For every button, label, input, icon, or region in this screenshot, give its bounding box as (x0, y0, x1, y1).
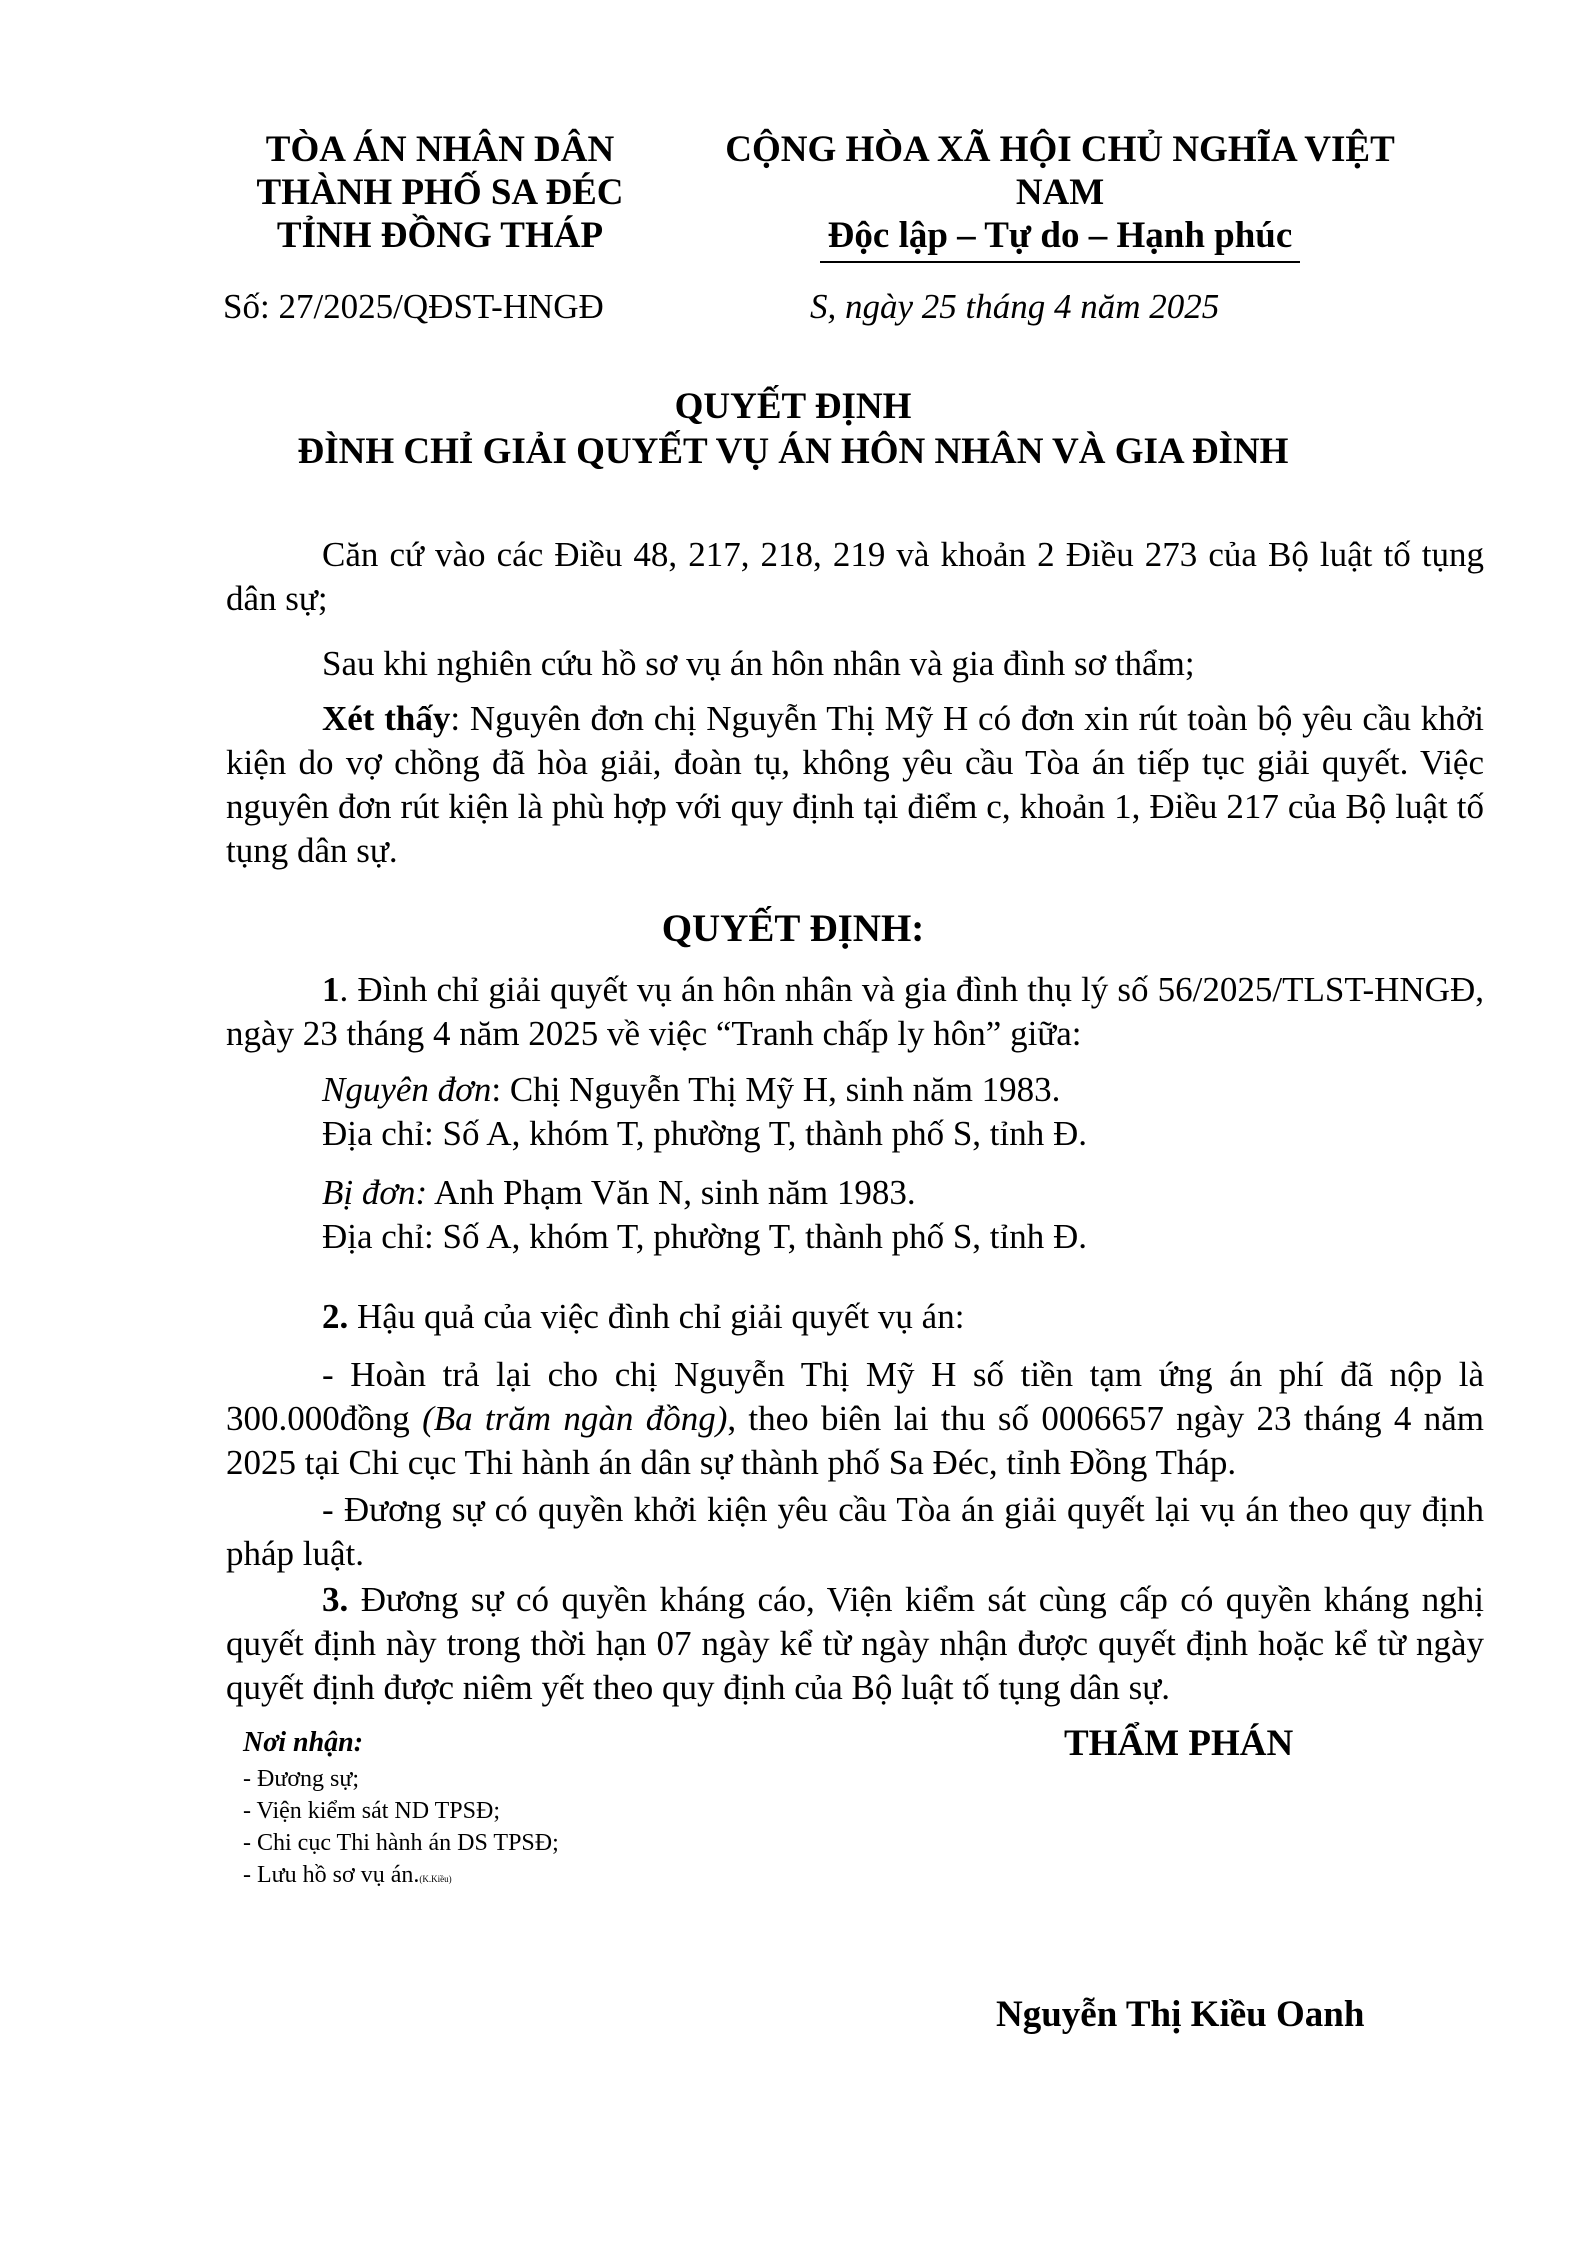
plaintiff-line (226, 1068, 1580, 1112)
document-subtitle: ĐÌNH CHỈ GIẢI QUYẾT VỤ ÁN HÔN NHÂN VÀ GIA ĐÌNH (297, 431, 1289, 472)
item-3-number: 3. (322, 1580, 349, 1619)
defendant-text: Anh Phạm Văn N, sinh năm 1983. (427, 1173, 916, 1212)
decision-item-2 (226, 1295, 1484, 1339)
issue-date: S, ngày 25 tháng 4 năm 2025 (810, 287, 1220, 326)
consideration-paragraph (226, 697, 1484, 873)
recipient-item (243, 1859, 559, 1895)
decision-item-3 (226, 1578, 1484, 1710)
legal-basis-paragraph: Căn cứ vào các Điều 48, 217, 218, 219 và khoản 2 Điều 273 của Bộ luật tố tụng dân sự; (226, 535, 1484, 618)
recipient-item: - Chi cục Thi hành án DS TPSĐ; (243, 1830, 559, 1856)
court-name: TÒA ÁN NHÂN DÂN (265, 129, 615, 170)
judge-title: THẨM PHÁN (1064, 1723, 1294, 1764)
plaintiff-text: : Chị Nguyễn Thị Mỹ H, sinh năm 1983. (491, 1070, 1061, 1109)
item-1-text: . Đình chỉ giải quyết vụ án hôn nhân và gia đình thụ lý số 56/2025/TLST-HNGĐ, ngày 23 tháng 4 năm 2025 về việc “Tranh chấp ly hôn” giữa: (226, 970, 1484, 1053)
national-motto: Độc lập – Tự do – Hạnh phúc (820, 214, 1301, 263)
item-2-text: Hậu quả của việc đình chỉ giải quyết vụ án: (348, 1297, 965, 1336)
recipient-item: - Đương sự; (243, 1766, 360, 1792)
defendant-label: Bị đơn: (322, 1173, 428, 1212)
recipient-item: - Viện kiểm sát ND TPSĐ; (243, 1798, 501, 1824)
clerk-note: (K.Kiều) (419, 1874, 452, 1884)
refund-receipt: , theo biên lai thu số 0006657 ngày 23 tháng 4 năm 2025 tại Chi cục Thi hành án dân sự thành phố Sa Đéc, tỉnh Đồng Tháp. (226, 1399, 1485, 1482)
national-header (680, 128, 1440, 263)
re-sue-paragraph: - Đương sự có quyền khởi kiện yêu cầu Tòa án giải quyết lại vụ án theo quy định pháp luật. (226, 1490, 1484, 1573)
defendant-address: Địa chỉ: Số A, khóm T, phường T, thành phố S, tỉnh Đ. (322, 1217, 1088, 1256)
refund-paragraph (226, 1353, 1484, 1485)
item-3-text: Đương sự có quyền kháng cáo, Viện kiểm sát cùng cấp có quyền kháng nghị quyết định này trong thời hạn 07 ngày kể từ ngày nhận được quyết định hoặc kể từ ngày quyết định được niêm yết theo quy định của Bộ luật tố tụng dân sự. (226, 1580, 1484, 1707)
refund-amount-words: (Ba trăm ngàn đồng) (422, 1399, 728, 1438)
recipients-block (243, 1727, 559, 1895)
item-1-number: 1 (322, 970, 340, 1009)
item-2-number: 2. (322, 1297, 349, 1336)
court-header (220, 128, 660, 257)
consideration-text: : Nguyên đơn chị Nguyễn Thị Mỹ H có đơn xin rút toàn bộ yêu cầu khởi kiện do vợ chồng đã hòa giải, đoàn tụ, không yêu cầu Tòa án tiếp tục giải quyết. Việc nguyên đơn rút kiện là phù hợp với quy định tại điểm c, khoản 1, Điều 217 của Bộ luật tố tụng dân sự. (226, 699, 1484, 870)
refund-text: - Hoàn trả lại cho chị Nguyễn Thị Mỹ H số tiền tạm ứng án phí đã nộp là 300.000đồng (226, 1355, 1484, 1438)
court-city: THÀNH PHỐ SA ĐÉC (256, 172, 624, 213)
defendant-line (226, 1171, 1580, 1215)
judge-name: Nguyễn Thị Kiều Oanh (996, 1994, 1365, 2035)
document-title: QUYẾT ĐỊNH (674, 386, 912, 427)
plaintiff-address: Địa chỉ: Số A, khóm T, phường T, thành phố S, tỉnh Đ. (322, 1114, 1088, 1153)
recipients-heading: Nơi nhận: (243, 1727, 364, 1758)
plaintiff-label: Nguyên đơn (322, 1070, 492, 1109)
court-province: TỈNH ĐỒNG THÁP (276, 215, 604, 256)
decision-heading: QUYẾT ĐỊNH: (661, 907, 925, 950)
recipient-archive: - Lưu hồ sơ vụ án. (243, 1862, 420, 1888)
consideration-label: Xét thấy (322, 699, 451, 738)
document-number: Số: 27/2025/QĐST-HNGĐ (223, 287, 604, 326)
decision-item-1 (226, 968, 1484, 1056)
research-paragraph: Sau khi nghiên cứu hồ sơ vụ án hôn nhân và gia đình sơ thẩm; (322, 644, 1195, 683)
nation-name: CỘNG HÒA XÃ HỘI CHỦ NGHĨA VIỆT NAM (725, 129, 1395, 213)
